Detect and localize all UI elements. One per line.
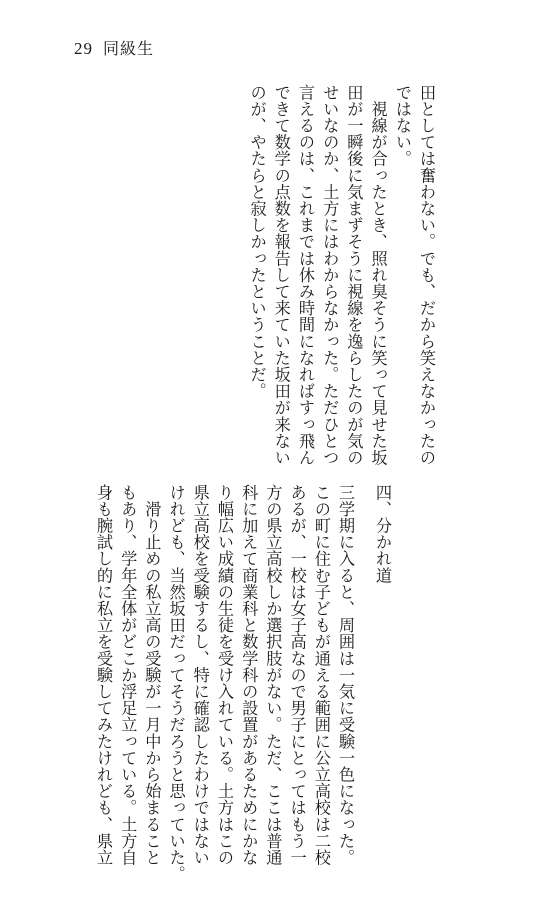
bottom-block-line: あるが、一校は女子高なので男子にとってはもう一 — [287, 484, 307, 866]
running-header — [74, 36, 154, 59]
top-block-line: できて数学の点数を報告して来ていた坂田が来ない — [271, 84, 291, 466]
bottom-block-line: 滑り止めの私立高の受験が一月中から始まること — [142, 484, 162, 866]
bottom-block-line: 県立高校を受験するし、特に確認したわけではない — [190, 484, 210, 866]
bottom-block-line: この町に住む子どもが通える範囲に公立高校は二校 — [311, 484, 331, 866]
body-text-top — [244, 84, 438, 514]
bottom-block-line: 三学期に入ると、周囲は一気に受験一色になった。 — [336, 484, 355, 866]
bottom-block-line: 科に加えて商業科と数学科の設置があるためにかな — [239, 484, 259, 866]
body-text-bottom — [91, 484, 357, 883]
top-block-line: ではない。 — [392, 84, 412, 167]
top-block-line: せいなのか、土方にはわからなかった。ただひとつ — [320, 84, 340, 466]
page-number: 29 — [74, 39, 93, 58]
top-block-line: 田としては奮わない。でも、だから笑えなかったの — [417, 84, 436, 466]
bottom-block-line: 方の県立高校しか選択肢がない。ただ、ここは普通 — [263, 484, 283, 866]
bottom-block-line: けれども、当然坂田だってそうだろうと思っていた。 — [166, 484, 186, 883]
bottom-block-line: 身も腕試し的に私立を受験してみたけれども、県立 — [93, 484, 113, 866]
top-block-line: 視線が合ったとき、照れ臭そうに笑って見せた坂 — [368, 84, 388, 466]
bottom-block-line: り幅広い成績の生徒を受け入れている。土方はこの — [214, 484, 234, 866]
top-block-line: 言えるのは、これまでは休み時間になればすっ飛ん — [295, 84, 315, 466]
chapter-title: 同級生 — [103, 39, 155, 58]
bottom-block-line: もあり、学年全体がどこか浮足立っている。土方自 — [118, 484, 138, 866]
section-heading: 四、分かれ道 — [373, 484, 392, 584]
top-block-line: のが、やたらと寂しかったということだ。 — [247, 84, 267, 400]
top-block-line: 田が一瞬後に気まずそうに視線を逸らしたのが気の — [344, 84, 364, 466]
